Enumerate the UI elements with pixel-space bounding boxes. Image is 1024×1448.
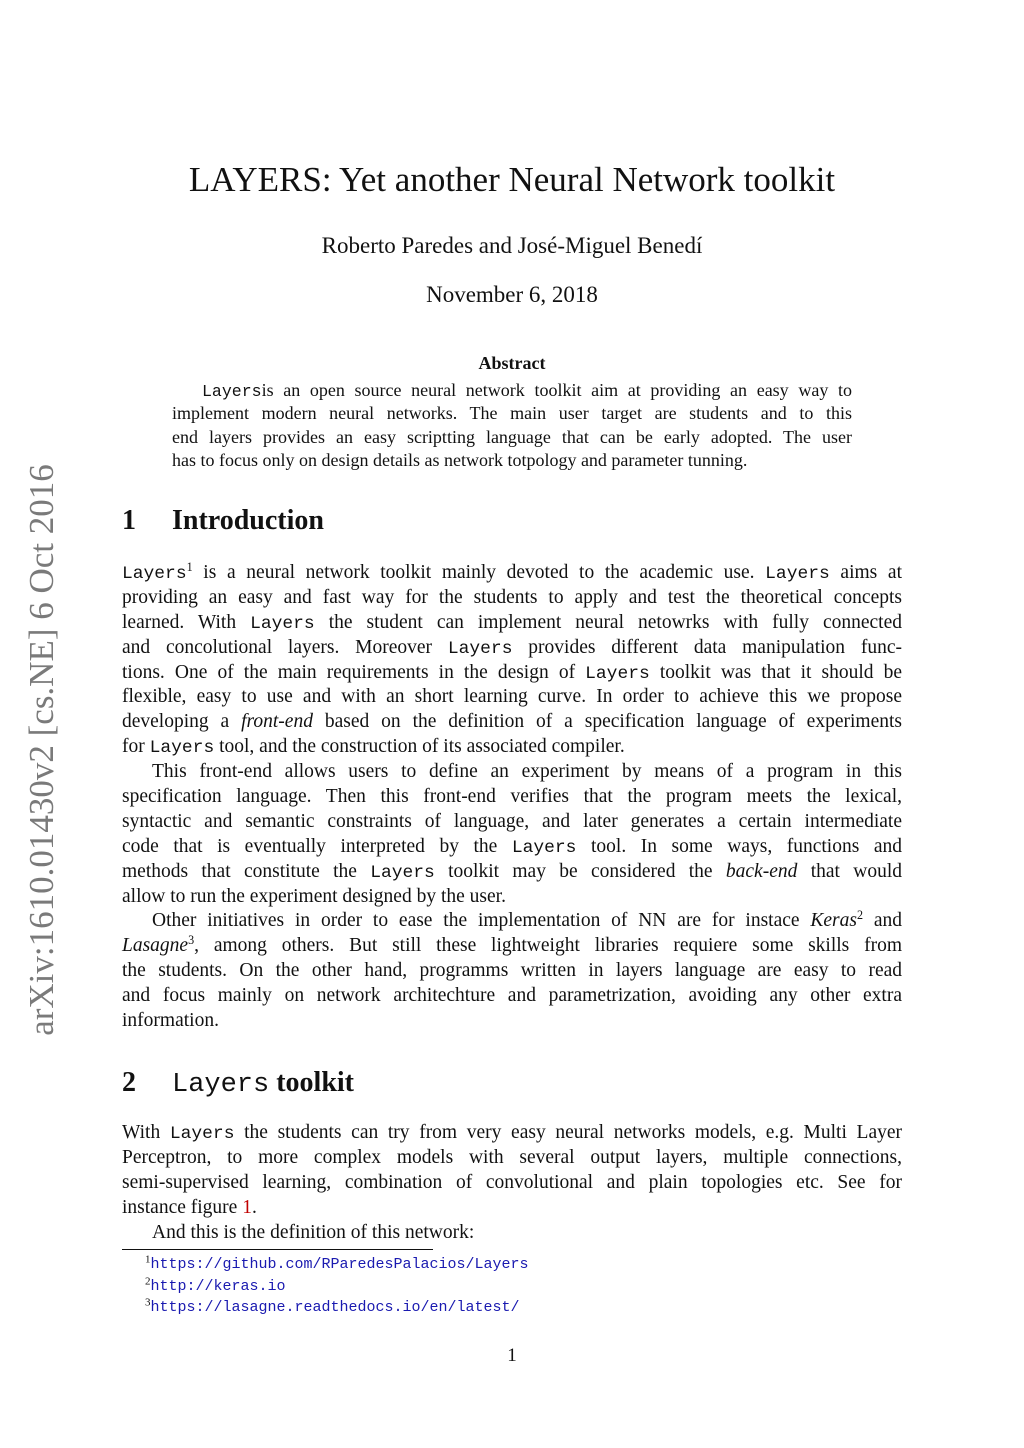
- emphasis-text: back-end: [725, 860, 798, 882]
- text-line: [122, 934, 902, 959]
- text-span: information.: [122, 1010, 219, 1032]
- text-span: and: [863, 910, 902, 932]
- code-term: Layers: [169, 1124, 235, 1144]
- code-term: Layers: [585, 663, 650, 684]
- section-1-body: [122, 561, 902, 1034]
- code-term: Layers: [202, 382, 262, 401]
- text-line: [122, 1171, 902, 1196]
- footnote-mark: 3: [145, 1296, 151, 1309]
- text-span: that would: [797, 860, 902, 882]
- text-line: [122, 561, 902, 586]
- text-span: provides different data manipulation func-: [512, 636, 902, 658]
- footnote-marker: 3: [188, 933, 195, 948]
- section-2-body: [122, 1121, 902, 1245]
- section-title-mono: Layers: [172, 1070, 270, 1100]
- text-span: the students. On the other hand, programms written in layers language are easy to read: [122, 960, 902, 982]
- text-span: aims at: [829, 562, 902, 583]
- text-line: [122, 959, 902, 984]
- text-span: This front-end allows users to define an experiment by means of a program in this: [152, 761, 902, 783]
- text-line: [172, 426, 852, 449]
- code-term: Layers: [250, 613, 315, 634]
- text-span: developing a: [122, 711, 242, 733]
- text-span: code that is eventually interpreted by the: [122, 835, 512, 857]
- text-line: [122, 685, 902, 710]
- text-span: providing an easy and fast way for the students to apply and test the theoretical concepts: [122, 586, 902, 608]
- text-span: .: [251, 1196, 257, 1218]
- footnote-rule: [122, 1249, 433, 1250]
- code-term: Layers: [765, 564, 830, 584]
- text-span: is a neural network toolkit mainly devoted to the academic use.: [192, 562, 766, 583]
- emphasis-text: Keras: [810, 910, 857, 932]
- section-number: 2: [122, 1067, 136, 1098]
- text-line: [122, 1009, 902, 1034]
- text-span: the student can implement neural netowrks with fully connected: [314, 611, 903, 633]
- footnote-marker: 2: [856, 908, 864, 923]
- figure-reference-link[interactable]: 1: [242, 1196, 252, 1218]
- authors: Roberto Paredes and José-Miguel Benedí: [321, 233, 703, 258]
- text-line: [122, 735, 902, 760]
- footnote-3: [145, 1297, 529, 1319]
- text-span: semi-supervised learning, combination of convolutional and plain topologies etc. See for: [122, 1171, 902, 1193]
- arxiv-stamp: arXiv:1610.01430v2 [cs.NE] 6 Oct 2016: [22, 464, 61, 1036]
- text-span: learned. With: [122, 611, 251, 633]
- text-span: Perceptron, to more complex models with several output layers, multiple connections,: [122, 1146, 902, 1168]
- text-line: [122, 710, 902, 735]
- code-term: Layers: [149, 738, 215, 759]
- footnote-mark: 1: [145, 1253, 151, 1266]
- text-span: syntactic and semantic constraints of language, and later generates a certain intermediate: [122, 810, 902, 832]
- text-line: [122, 586, 902, 611]
- text-line: [122, 835, 902, 860]
- text-line: [122, 984, 902, 1009]
- text-span: specification language. Then this front-end verifies that the program meets the lexical,: [122, 786, 902, 808]
- text-span: has to focus only on design details as network totpology and parameter tunning.: [172, 449, 748, 470]
- emphasis-text: Lasagne: [122, 935, 189, 957]
- date: November 6, 2018: [426, 282, 598, 307]
- section-number: 1: [122, 505, 136, 536]
- text-span: And this is the definition of this network:: [152, 1221, 475, 1243]
- footnote-marker: 1: [186, 559, 193, 574]
- text-line: [122, 909, 902, 934]
- text-line: [122, 636, 902, 661]
- text-line: [172, 379, 852, 402]
- text-span: toolkit may be considered the: [434, 860, 726, 882]
- text-line: [122, 760, 902, 785]
- footnotes: [145, 1254, 529, 1319]
- text-line: [122, 810, 902, 835]
- text-span: is an open source neural network toolkit aim at providing an easy way to: [261, 380, 852, 400]
- text-span: implement modern neural networks. The main user target are students and to this: [172, 403, 852, 424]
- section-title-suffix: toolkit: [269, 1067, 354, 1098]
- text-span: methods that constitute the: [122, 860, 371, 882]
- footnote-1: [145, 1254, 529, 1276]
- paper-title: LAYERS: Yet another Neural Network toolkit: [188, 160, 836, 199]
- code-term: Layers: [511, 837, 577, 858]
- text-span: allow to run the experiment designed by the user.: [122, 885, 506, 907]
- text-span: With: [122, 1122, 170, 1143]
- text-line: [122, 785, 902, 810]
- text-span: instance figure: [122, 1196, 243, 1218]
- code-term: Layers: [370, 862, 435, 883]
- footnote-link[interactable]: https://lasagne.readthedocs.io/en/latest/: [150, 1299, 520, 1317]
- text-span: and focus mainly on network architechture and parametrization, avoiding any other extra: [122, 985, 902, 1007]
- text-span: based on the definition of a specification language of experiments: [312, 711, 902, 733]
- text-span: tool, and the construction of its associated compiler.: [214, 736, 625, 758]
- abstract-body: [172, 379, 852, 472]
- text-span: flexible, easy to use and with an short learning curve. In order to achieve this we propose: [122, 686, 902, 708]
- text-line: [122, 885, 902, 910]
- text-span: toolkit was that it should be: [649, 661, 902, 683]
- text-line: [122, 611, 902, 636]
- text-span: , among others. But still these lightweight libraries requiere some skills from: [194, 935, 902, 957]
- text-line: [122, 1146, 902, 1171]
- footnote-mark: 2: [145, 1275, 151, 1288]
- footnote-link[interactable]: https://github.com/RParedesPalacios/Layers: [150, 1256, 529, 1273]
- code-term: Layers: [447, 638, 513, 659]
- footnote-link[interactable]: http://keras.io: [150, 1277, 286, 1295]
- text-line: [122, 1121, 902, 1146]
- text-span: tool. In some ways, functions and: [576, 835, 902, 857]
- section-title: Introduction: [172, 505, 324, 536]
- section-title: [172, 1067, 354, 1100]
- text-line: [122, 1221, 902, 1246]
- text-line: [122, 860, 902, 885]
- text-span: and concolutional layers. Moreover: [122, 636, 448, 658]
- text-line: [122, 661, 902, 686]
- text-span: for: [122, 736, 150, 758]
- text-line: [172, 402, 852, 425]
- code-term: Layers: [122, 564, 187, 584]
- footnote-2: [145, 1276, 529, 1298]
- page-number: 1: [507, 1345, 517, 1366]
- text-span: tions. One of the main requirements in the design of: [122, 661, 586, 683]
- text-span: end layers provides an easy scriptting language that can be early adopted. The user: [172, 426, 852, 447]
- emphasis-text: front-end: [241, 711, 313, 733]
- text-span: the students can try from very easy neural networks models, e.g. Multi Layer: [234, 1122, 902, 1143]
- text-line: [172, 449, 852, 472]
- text-span: Other initiatives in order to ease the implementation of NN are for instace: [152, 910, 811, 932]
- abstract-heading: Abstract: [478, 353, 546, 373]
- text-line: [122, 1196, 902, 1221]
